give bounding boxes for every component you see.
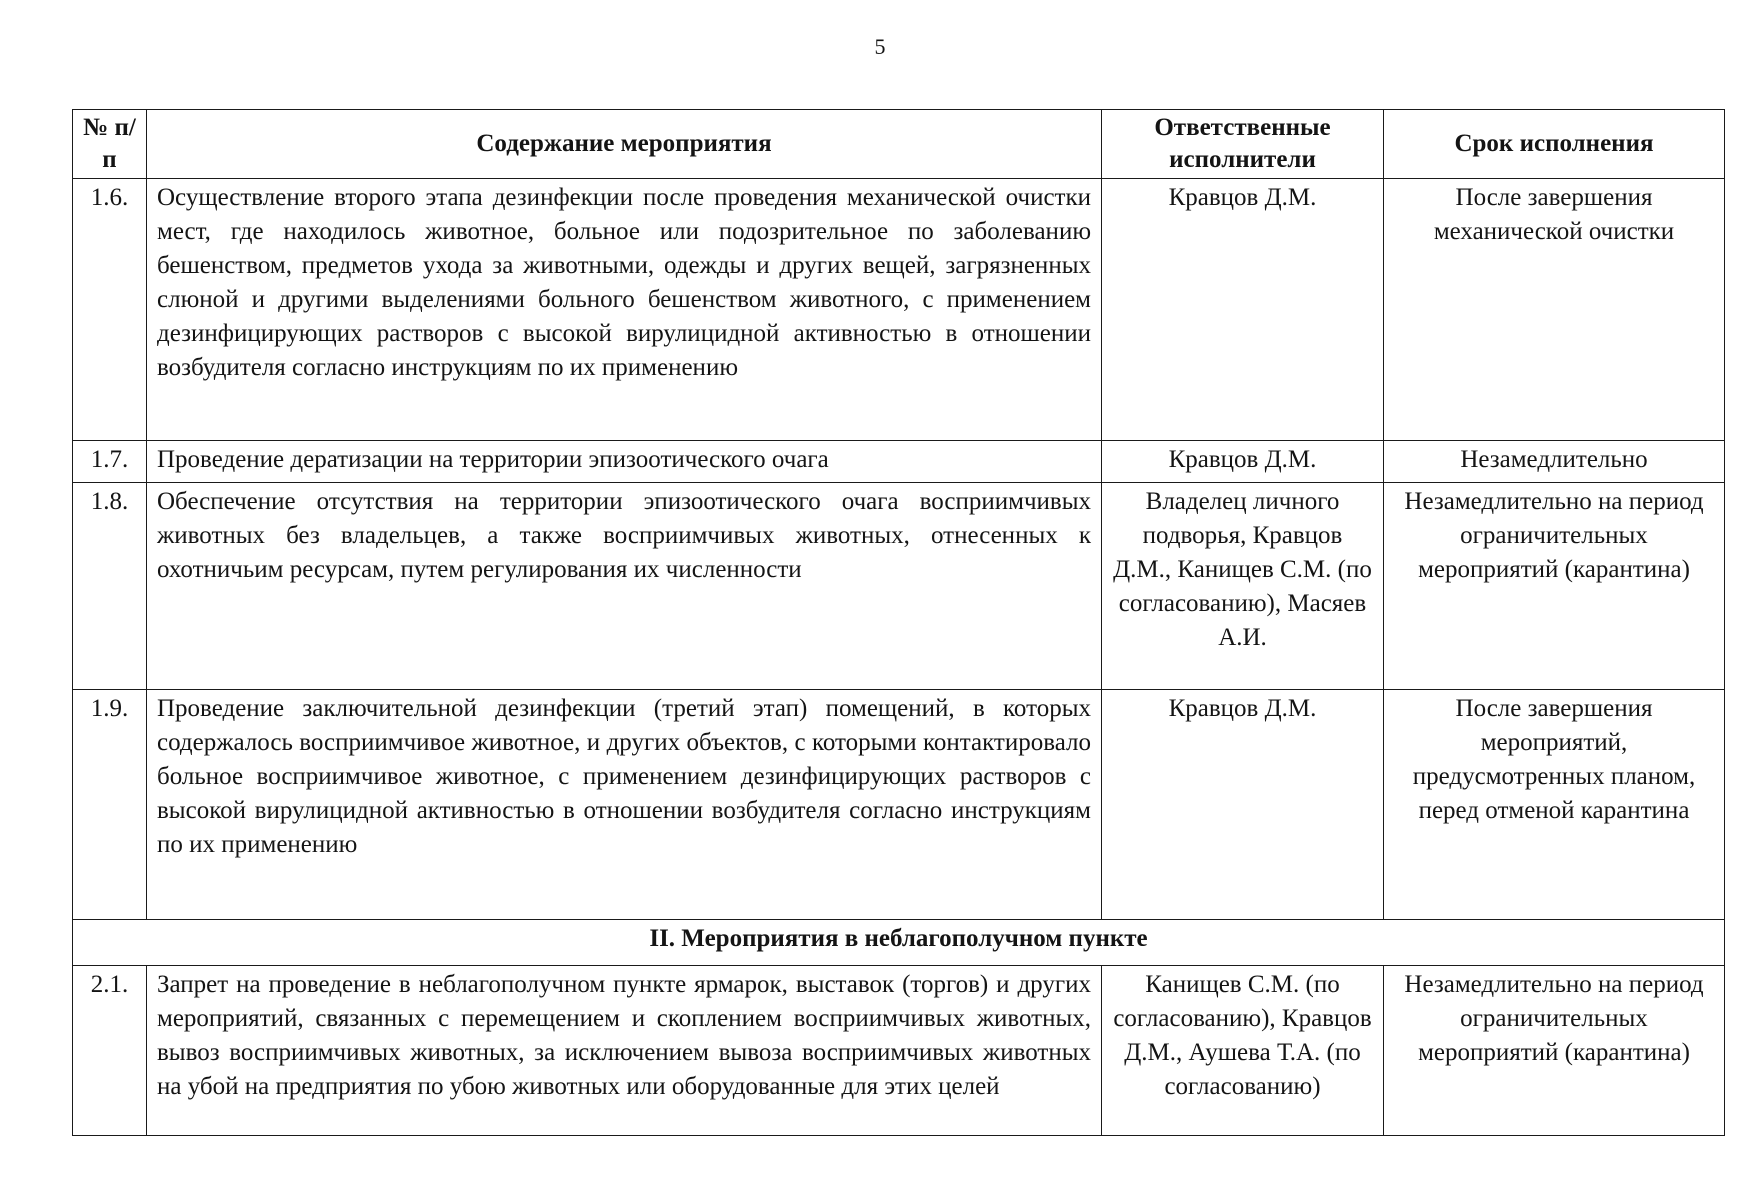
header-term: Срок исполнения <box>1384 110 1725 179</box>
row-term: Незамедлительно на период ограничительных мероприятий (карантина) <box>1384 483 1725 690</box>
row-content: Запрет на проведение в неблагополучном пункте ярмарок, выставок (торгов) и других мероприятий, связанных с перемещением и скоплением восприимчивых животных, вывоз восприимчивых животных, за исключением вывоза восприимчивых животных на убой на предприятия по убою животных или оборудованные для этих целей <box>147 966 1102 1136</box>
row-responsible: Кравцов Д.М. <box>1102 441 1384 483</box>
table-row <box>73 483 1725 690</box>
table-row <box>73 966 1725 1136</box>
section-title: II. Мероприятия в неблагополучном пункте <box>73 920 1725 966</box>
row-content: Обеспечение отсутствия на территории эпизоотического очага восприимчивых животных без владельцев, а также восприимчивых животных, отнесенных к охотничьим ресурсам, путем регулирования их численности <box>147 483 1102 690</box>
table-header-row <box>73 110 1725 179</box>
row-content: Осуществление второго этапа дезинфекции после проведения механической очистки мест, где находилось животное, больное или подозрительное по заболеванию бешенством, предметов ухода за животными, одежды и других вещей, загрязненных слюной и другими выделениями больного бешенством животного, с применением дезинфицирующих растворов с высокой вирулицидной активностью в отношении возбудителя согласно инструкциям по их применению <box>147 179 1102 441</box>
row-responsible: Кравцов Д.М. <box>1102 690 1384 920</box>
header-num: № п/п <box>73 110 147 179</box>
measures-table <box>72 109 1725 1136</box>
row-number: 1.6. <box>73 179 147 441</box>
row-number: 1.8. <box>73 483 147 690</box>
row-content: Проведение дератизации на территории эпизоотического очага <box>147 441 1102 483</box>
row-number: 1.9. <box>73 690 147 920</box>
row-number: 2.1. <box>73 966 147 1136</box>
row-term: Незамедлительно <box>1384 441 1725 483</box>
section-heading-row <box>73 920 1725 966</box>
header-responsible: Ответственные исполнители <box>1102 110 1384 179</box>
table-row <box>73 690 1725 920</box>
row-responsible: Канищев С.М. (по согласованию), Кравцов Д.М., Аушева Т.А. (по согласованию) <box>1102 966 1384 1136</box>
page-number: 5 <box>874 34 886 59</box>
row-term: Незамедлительно на период ограничительных мероприятий (карантина) <box>1384 966 1725 1136</box>
row-responsible: Владелец личного подворья, Кравцов Д.М., Канищев С.М. (по согласованию), Масяев А.И. <box>1102 483 1384 690</box>
table-row <box>73 179 1725 441</box>
row-term: После завершения мероприятий, предусмотренных планом, перед отменой карантина <box>1384 690 1725 920</box>
row-responsible: Кравцов Д.М. <box>1102 179 1384 441</box>
row-number: 1.7. <box>73 441 147 483</box>
row-term: После завершения механической очистки <box>1384 179 1725 441</box>
header-content: Содержание мероприятия <box>147 110 1102 179</box>
table-row <box>73 441 1725 483</box>
row-content: Проведение заключительной дезинфекции (третий этап) помещений, в которых содержалось восприимчивое животное, и других объектов, с которыми контактировало больное восприимчивое животное, с применением дезинфицирующих растворов с высокой вирулицидной активностью в отношении возбудителя согласно инструкциям по их применению <box>147 690 1102 920</box>
